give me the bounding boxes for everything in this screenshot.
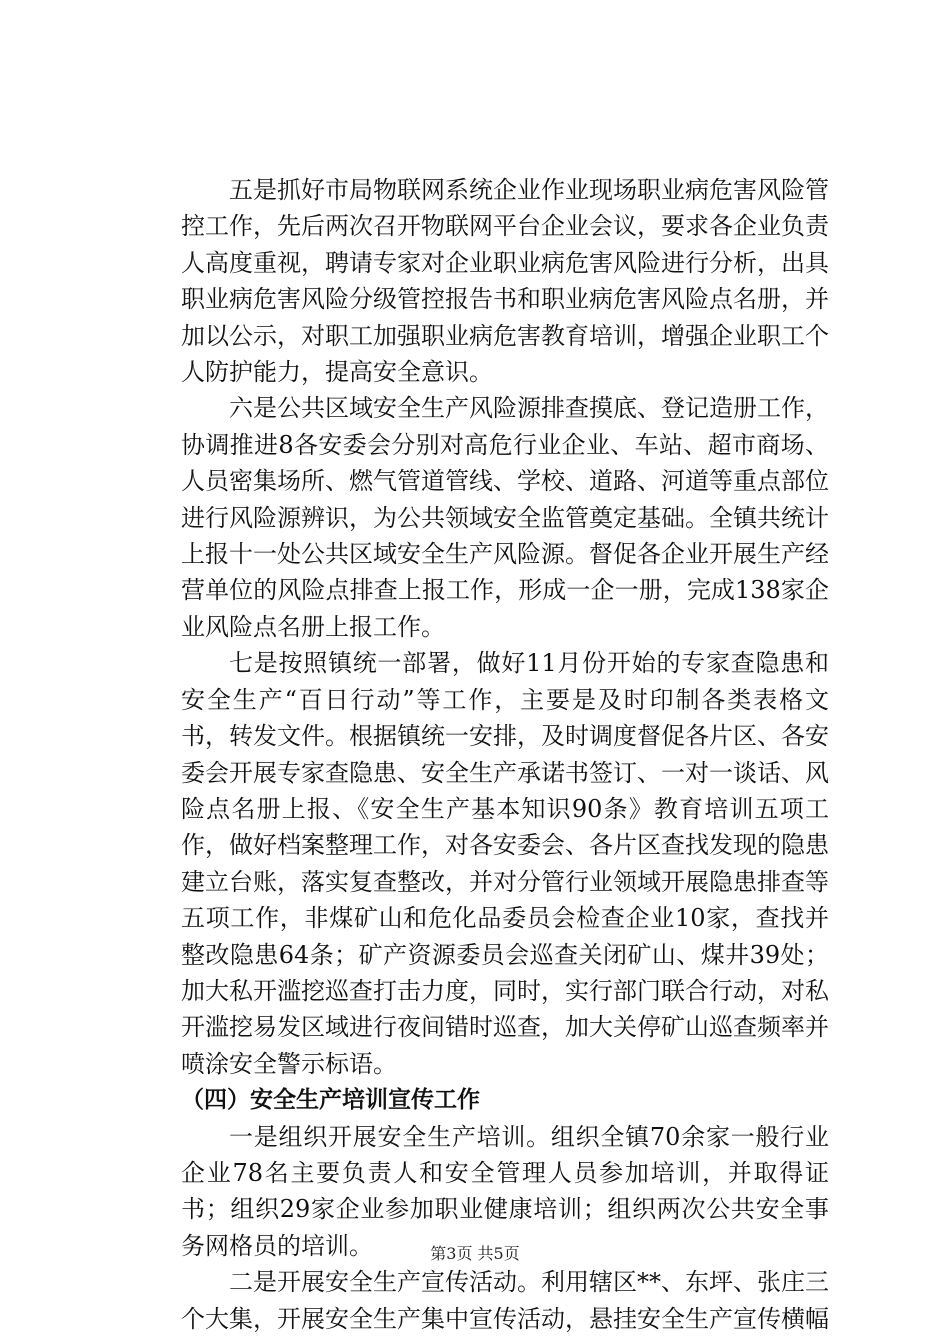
section-heading: （四）安全生产培训宣传工作 [181, 1087, 480, 1114]
publicity-paragraph: 二是开展安全生产宣传活动。利用辖区**、东坪、张庄三个大集，开展安全生产集中宣传活动，悬挂安全生产宣传横幅 [181, 1268, 829, 1333]
paragraph-item-5: 五是抓好市局物联网系统企业作业现场职业病危害风险管控工作，先后两次召开物联网平台企业会议，要求各企业负责人高度重视，聘请专家对企业职业病危害风险进行分析，出具职业病危害风险分级管控报告书和职业病危害风险点名册，并加以公示，对职工加强职业病危害教育培训，增强企业职工个人防护能力，提高安全意识。 [181, 176, 829, 387]
training-paragraph: 一是组织开展安全生产培训。组织全镇70余家一般行业企业78名主要负责人和安全管理人员参加培训，并取得证书；组织29家企业参加职业健康培训；组织两次公共安全事务网格员的培训。 [181, 1122, 829, 1260]
paragraph-item-7: 七是按照镇统一部署，做好11月份开始的专家查隐患和安全生产“百日行动”等工作，主要是及时印制各类表格文书，转发文件。根据镇统一安排，及时调度督促各片区、各安委会开展专家查隐患、安全生产承诺书签订、一对一谈话、风险点名册上报、《安全生产基本知识90条》教育培训五项工作，做好档案整理工作，对各安委会、各片区查找发现的隐患建立台账，落实复查整改，并对分管行业领域开展隐患排查等五项工作，非煤矿山和危化品委员会检查企业10家，查找并整改隐患64条；矿产资源委员会巡查关闭矿山、煤井39处；加大私开滥挖巡查打击力度，同时，实行部门联合行动，对私开滥挖易发区域进行夜间错时巡查，加大关停矿山巡查频率并喷涂安全警示标语。 [181, 649, 829, 1078]
page-number-footer: 第3页 共5页 [430, 1244, 520, 1263]
document-body [181, 172, 829, 1337]
paragraph-item-6: 六是公共区域安全生产风险源排查摸底、登记造册工作，协调推进8各安委会分别对高危行业企业、车站、超市商场、人员密集场所、燃气管道管线、学校、道路、河道等重点部位进行风险源辨识，为公共领域安全监管奠定基础。全镇共统计上报十一处公共区域安全生产风险源。督促各企业开展生产经营单位的风险点排查上报工作，形成一企一册，完成138家企业风险点名册上报工作。 [181, 394, 829, 641]
